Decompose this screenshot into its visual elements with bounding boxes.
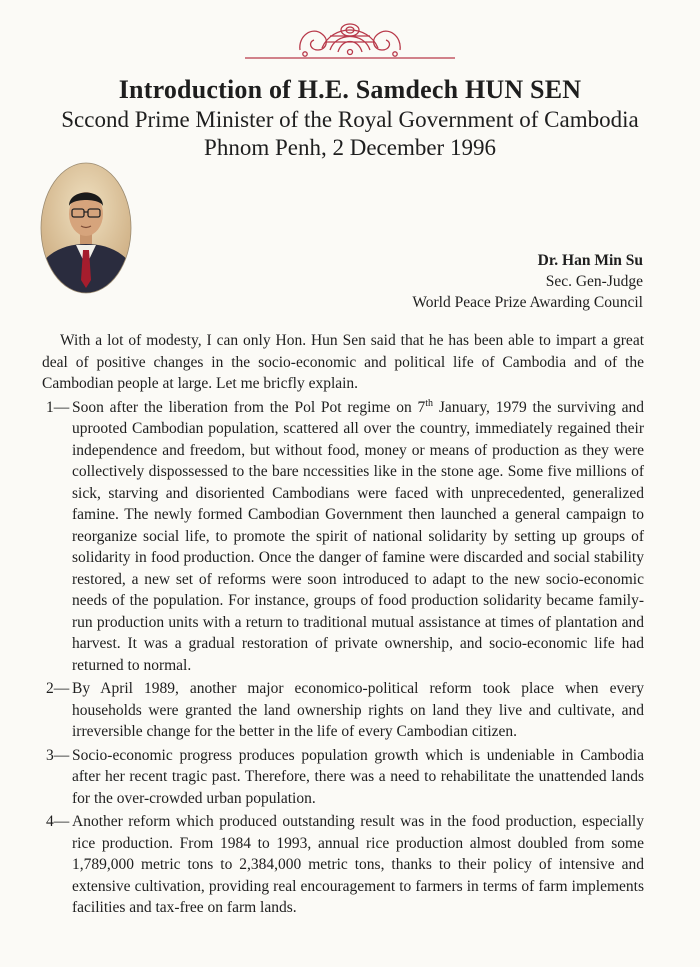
item-number: 2 — [46, 678, 69, 700]
list-item [42, 745, 644, 810]
item-number: 4 — [46, 811, 69, 833]
item-number: 1 — [46, 397, 69, 419]
body-text [42, 330, 644, 921]
item-number: 3 — [46, 745, 69, 767]
page-subtitle: Sccond Prime Minister of the Royal Government of Cambodia [61, 107, 639, 132]
author-block [412, 250, 643, 313]
place-date: Phnom Penh, 2 December 1996 [204, 135, 496, 160]
author-name: Dr. Han Min Su [537, 252, 643, 269]
title-block [0, 74, 700, 162]
item-text: By April 1989, another major economico-political reform took place when every households were granted the land ownership rights on land they live and cultivate, and irreversible change for the better in the life of every Cambodian citizen. [72, 680, 644, 740]
decorative-ornament [0, 14, 700, 64]
list-item [42, 678, 644, 743]
list-item [42, 811, 644, 919]
item-text: January, 1979 the surviving and uprooted Cambodian population, scattered all over the country, immediately regained their independence and freedom, but without food, money or means of production as they were collectively dispossessed to the bare nccessities like in the stone age. Some five millions of sick, starving and disoriented Cambodians were faced with unprecedented, generalized famine. The newly formed Cambodian Government then launched a general campaign to reorganize social life, to promote the spirit of national solidarity by setting up groups of solidarity in food production. Once the danger of famine were discarded and social stability restored, a new set of reforms were soon introduced to adapt to the new socio-economic needs of the population. For instance, groups of food production solidarity became family-run production units with a return to traditional mutual assistance at times of plantation and harvest. It was a gradual restoration of private ownership, and socio-economic life had returned to normal. [72, 398, 644, 674]
intro-paragraph: With a lot of modesty, I can only Hon. Hun Sen said that he has been able to impart a great deal of positive changes in the socio-economic and political life of Cambodia and of the Cambodian people at large. Let me bricfly explain. [42, 332, 644, 392]
author-role: Sec. Gen-Judge [545, 273, 643, 290]
portrait-photo [40, 162, 132, 294]
list-item [42, 397, 644, 677]
page-title: Introduction of H.E. Samdech HUN SEN [118, 75, 582, 104]
reform-list [42, 397, 644, 919]
item-text: Socio-economic progress produces population growth which is undeniable in Cambodia after her recent tragic past. Therefore, there was a need to rehabilitate the unattended lands for the over-crowded urban population. [72, 746, 644, 807]
item-text-start: Soon after the liberation from the Pol Pot regime on 7 [72, 398, 426, 416]
ordinal-suffix: th [425, 397, 434, 409]
item-text: Another reform which produced outstanding result was in the food production, especially rice production. From 1984 to 1993, annual rice production almost doubled from some 1,789,000 metric tons to 2,384,000 metric tons, thanks to their policy of intensive and extensive cultivation, providing real encouragement to farmers in terms of farm implements facilities and tax-free on farm lands. [72, 813, 644, 916]
author-organization: World Peace Prize Awarding Council [412, 294, 643, 311]
